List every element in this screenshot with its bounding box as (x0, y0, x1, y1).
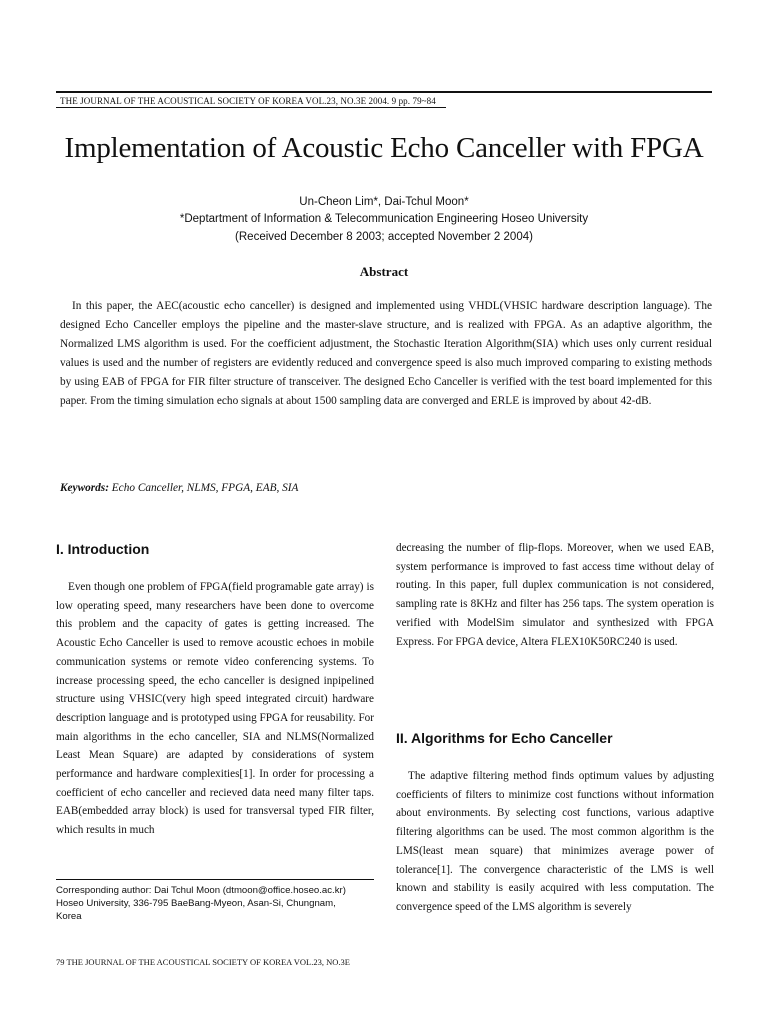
introduction-text: Even though one problem of FPGA(field programable gate array) is low operating speed, many researchers have been done to overcome this problem and the capacity of gates is getting increased. The Acoustic Echo Canceller is used to remove acoustic echoes in mobile communication systems or remote video conferencing systems. To increase processing speed, the echo canceller is designed inpipelined structure using VHSIC(very high speed integrated circuit) hardware description language and is prototyped using FPGA for reusability. For main algorithms in the echo canceller, SIA and NLMS(Normalized Least Mean Square) are adapted by considerations of system performance and hardware complexities[1]. In order for processing a coefficient of echo canceller and recieved data need many filter taps. EAB(embedded array block) is used for transversal typed FIR filter, which results in much (56, 581, 374, 837)
paper-title: Implementation of Acoustic Echo Canceller with FPGA (64, 132, 704, 164)
received-dates: (Received December 8 2003; accepted November 2 2004) (235, 231, 533, 243)
affiliation: *Deptartment of Information & Telecommunication Engineering Hoseo University (179, 213, 589, 225)
authors: Un-Cheon Lim*, Dai-Tchul Moon* (299, 196, 469, 208)
footnote-line-3: Korea (56, 911, 82, 922)
footnote (56, 884, 376, 923)
footnote-line-1: Corresponding author: Dai Tchul Moon (dtmoon@office.hoseo.ac.kr) (56, 885, 346, 896)
footnote-line-2: Hoseo University, 336-795 BaeBang-Myeon, Asan-Si, Chungnam, (56, 898, 336, 909)
journal-header: THE JOURNAL OF THE ACOUSTICAL SOCIETY OF KOREA VOL.23, NO.3E 2004. 9 pp. 79~84 (60, 96, 436, 106)
abstract-heading: Abstract (359, 264, 409, 279)
header-rule-top (56, 91, 712, 93)
abstract-body: In this paper, the AEC(acoustic echo canceller) is designed and implemented using VHDL(VHSIC hardware description language). The designed Echo Canceller employs the pipeline and the master-slave structure, and is realized with FPGA. As an adaptive algorithm, the Normalized LMS algorithm is used. For the coefficient adjustment, the Stochastic Iteration Algorithm(SIA) which uses only current residual values is used and the number of registers are evidently reduced and convergence speed is also much improved comparing to existing methods by using EAB of FPGA for FIR filter structure of transceiver. The designed Echo Canceller is verified with the test board implemented for this paper. From the timing simulation echo signals at about 1500 sampling data are converged and ERLE is improved by about 42-dB. (60, 300, 712, 407)
footnote-rule (56, 879, 374, 880)
page-footer: 79 THE JOURNAL OF THE ACOUSTICAL SOCIETY OF KOREA VOL.23, NO.3E (56, 957, 350, 967)
introduction-text-continued: decreasing the number of flip-flops. Moreover, when we used EAB, system performance is improved to fast access time without delay of routing. In this paper, full duplex communication is not considered, sampling rate is 8KHz and filter has 256 taps. The system operation is verified with ModelSim simulator and synthesized with FPGA Express. For FPGA device, Altera FLEX10K50RC240 is used. (396, 542, 714, 648)
keywords (60, 482, 712, 494)
section-heading-introduction: I. Introduction (56, 541, 150, 557)
keywords-list: Echo Canceller, NLMS, FPGA, EAB, SIA (111, 482, 299, 494)
header-rule-bottom (56, 107, 446, 108)
keywords-label: Keywords: (60, 482, 109, 494)
section-heading-algorithms: II. Algorithms for Echo Canceller (396, 730, 613, 746)
algorithms-text: The adaptive filtering method finds optimum values by adjusting coefficients of filters to minimize cost functions without information about environments. By selecting cost functions, various adaptive filtering algorithms can be used. The most common algorithm is the LMS(least mean square) that minimizes average power of tolerance[1]. The convergence characteristic of the LMS is well known and stability is easily acquired with less computation. The convergence speed of the LMS algorithm is severely (396, 770, 714, 913)
